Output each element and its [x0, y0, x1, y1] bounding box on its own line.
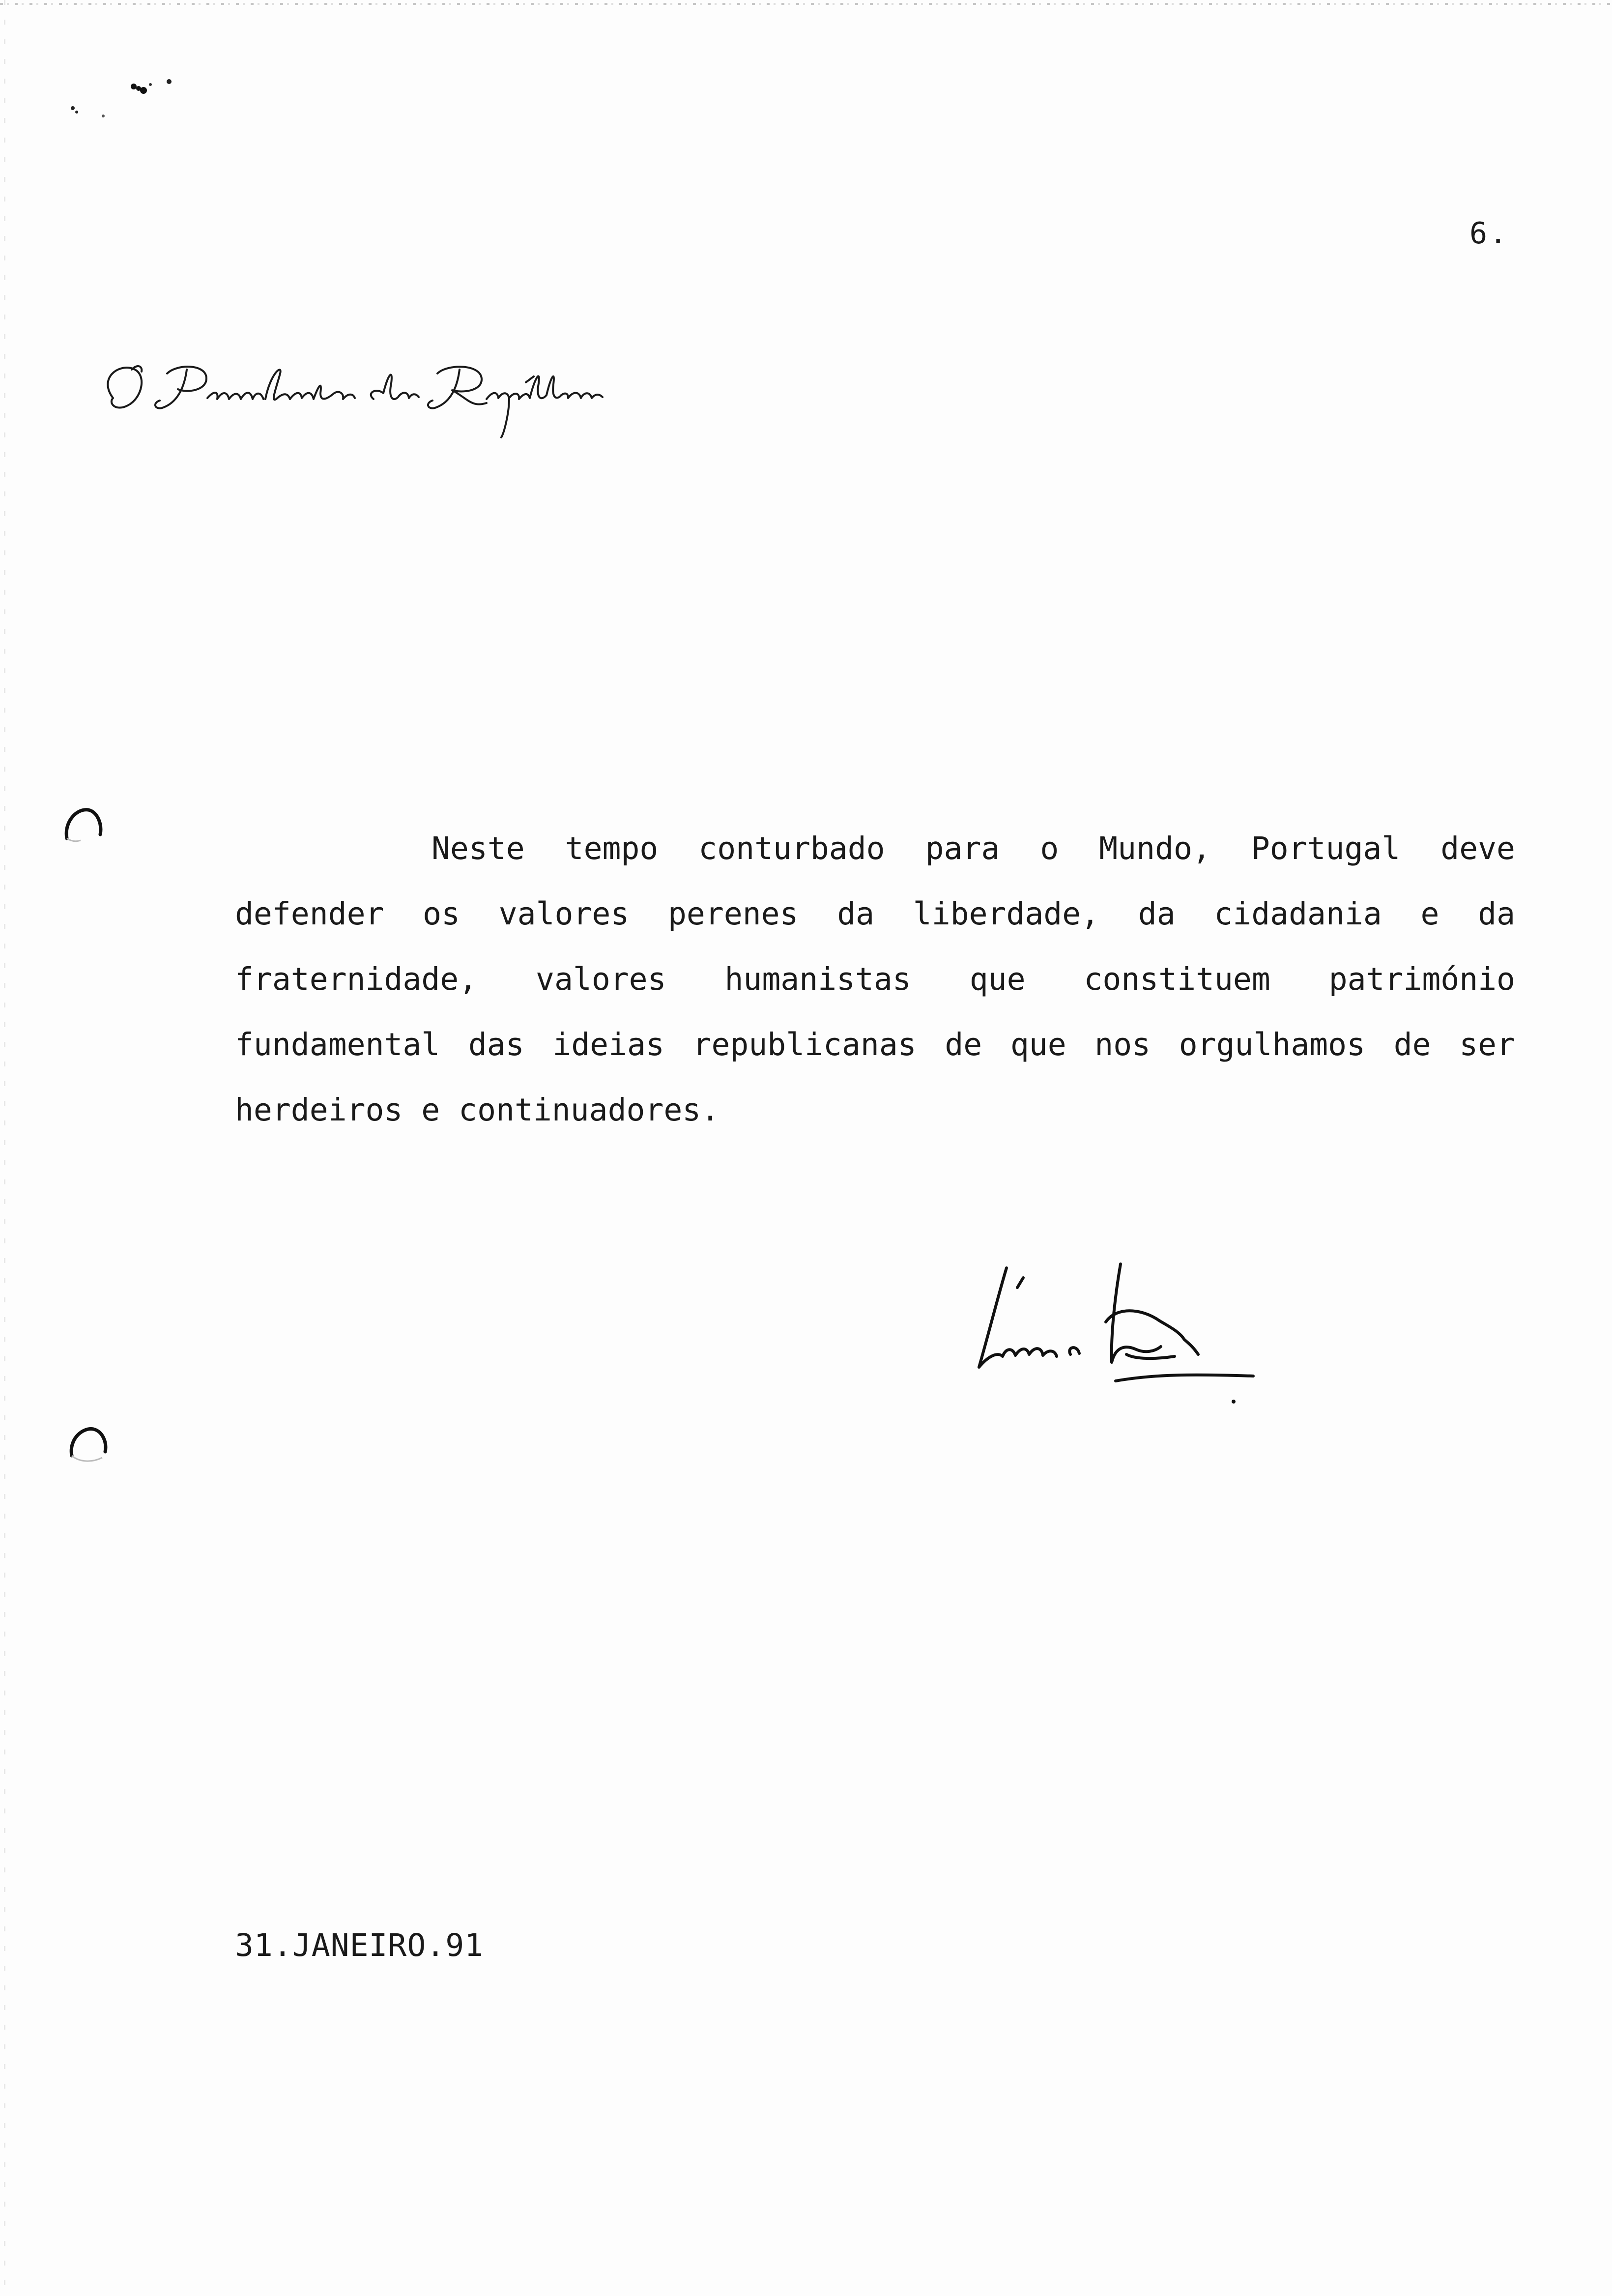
punch-hole [68, 1425, 109, 1464]
document-date: 31.JANEIRO.91 [235, 1927, 484, 1963]
letterhead-script [93, 344, 683, 442]
scan-specks [64, 74, 192, 128]
scan-top-edge [0, 3, 1612, 5]
punch-hole [63, 806, 104, 845]
body-paragraph: Neste tempo conturbado para o Mundo, Portugal deve defender os valores perenes da liberdade, da cidadania e da fraternidade, valores humanistas que constituem património fundamental das ideias republicanas de que nos orgulhamos de ser herdeiros e continuadores. [235, 831, 1515, 1128]
scan-left-edge [4, 0, 5, 2296]
page-number: 6. [1469, 216, 1509, 251]
handwritten-signature [968, 1258, 1302, 1435]
